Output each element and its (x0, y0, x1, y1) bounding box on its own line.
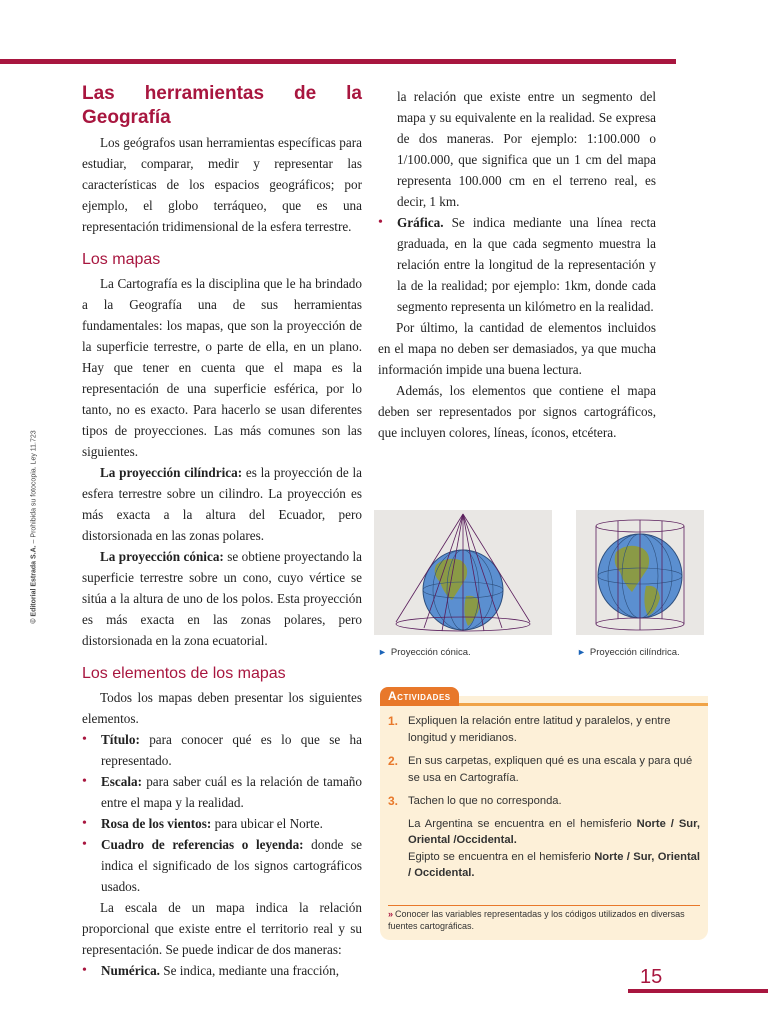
cylindrical-text: es la proyección de la esfera terrestre sobre un cilindro. La proyección es más exacta a la altura del Ecuador, pero distorsionada en las zonas polares. (82, 465, 362, 543)
activities-footnote-rule (388, 905, 700, 906)
conic-text: se obtiene proyectando la superficie terrestre sobre un cono, cuyo vértice se sitúa a la altura de uno de los polos. Esta proyección es más exacta en las zonas polares, pero distorsionada en la zona ecuatorial. (82, 549, 362, 648)
conic-paragraph (82, 546, 362, 651)
list-item: • Rosa de los vientos: para ubicar el Norte. (82, 813, 362, 834)
cylindrical-projection-figure (576, 510, 704, 635)
closing-paragraph-1: Por último, la cantidad de elementos incluidos en el mapa no deben ser demasiados, ya que mucha información impide una buena lectura. (378, 320, 656, 377)
caption-arrow-icon: ► (378, 647, 387, 657)
list-item: • Gráfica. Se indica mediante una línea recta graduada, en la que cada segmento muestra la relación entre la longitud de la representación y la de la realidad; por ejemplo: 1km, donde cada segmento representa un kilómetro en la realidad. (378, 212, 656, 317)
cartography-paragraph: La Cartografía es la disciplina que le ha brindado a la Geografía una de sus herramientas fundamentales: los mapas, que son la proyección de la superficie terrestre, o parte de ella, en un plano. Hay que tener en cuenta que el mapa es la representación de una superficie esférica, por lo tanto, no es exacto. Para hacerlo se usan diferentes tipos de proyecciones. Las más comunes son las siguientes. (82, 276, 362, 459)
scale-paragraph: La escala de un mapa indica la relación proporcional que existe entre el territorio real y su representación. Se puede indicar de dos maneras: (82, 900, 362, 957)
activities-footnote: » Conocer las variables representadas y los códigos utilizados en diversas fuentes cartográficas. (388, 909, 685, 931)
scale-list (82, 960, 362, 981)
bottom-rule (628, 989, 768, 993)
conic-caption: ► Proyección cónica. (378, 647, 471, 658)
list-item: • Título: para conocer qué es lo que se ha representado. (82, 729, 362, 771)
conic-projection-figure (374, 510, 552, 635)
list-item: • Cuadro de referencias o leyenda: donde se indica el significado de los signos cartográficos usados. (82, 834, 362, 897)
top-rule (0, 59, 676, 64)
left-column (82, 82, 362, 981)
activity-item: 2. En sus carpetas, expliquen qué es una escala y para qué se usa en Cartografía. (388, 754, 693, 784)
activities-list (388, 713, 700, 882)
copyright-notice (27, 412, 41, 642)
activities-title: Actividades (380, 687, 459, 706)
cylindrical-caption: ► Proyección cilíndrica. (577, 647, 680, 658)
heading-map-elements: Los elementos de los mapas (82, 665, 286, 682)
closing-paragraph-2: Además, los elementos que contiene el mapa deben ser representados por signos cartográficos, que incluyen colores, líneas, íconos, etcétera. (378, 383, 656, 440)
activity-item: 3. Tachen lo que no corresponda. (388, 794, 562, 808)
copyright-law: – Prohibida su fotocopia. Ley 11.723 (30, 430, 38, 546)
caption-arrow-icon: ► (577, 647, 586, 657)
list-item: • Escala: para saber cuál es la relación de tamaño entre el mapa y la realidad. (82, 771, 362, 813)
graphic-scale-list (378, 212, 656, 317)
heading-maps: Los mapas (82, 251, 161, 268)
publisher-credit: © Editorial Estrada S.A. (30, 545, 38, 624)
conic-term: La proyección cónica: (100, 549, 224, 564)
intro-paragraph: Los geógrafos usan herramientas específicas para estudiar, comparar, medir y representar las características de los espacios geográficos; por ejemplo, el globo terráqueo, que es una representación tridimensional de la esfera terrestre. (82, 135, 362, 234)
activity-3-options: La Argentina se encuentra en el hemisferio Norte / Sur, Oriental /Occidental. Egipto se encuentra en el hemisferio Norte / Sur, Oriental / Occidental. (408, 817, 701, 879)
page-number: 15 (640, 966, 663, 988)
cylindrical-paragraph (82, 462, 362, 546)
right-column (378, 86, 656, 443)
list-item: • Numérica. Se indica, mediante una fracción, (82, 960, 362, 981)
elements-intro: Todos los mapas deben presentar los siguientes elementos. (82, 690, 362, 726)
cylindrical-term: La proyección cilíndrica: (100, 465, 243, 480)
numeric-scale-continuation: la relación que existe entre un segmento del mapa y su equivalente en la realidad. Se expresa de dos maneras. Por ejemplo: 1:100.000 o 1/100.000, que significa que un 1 cm del mapa representa 100.000 cm en el terreno real, es decir, 1 km. (397, 89, 656, 209)
cylindrical-projection-illustration (576, 510, 704, 635)
chevron-right-icon: » (388, 909, 394, 919)
conic-projection-illustration (374, 510, 552, 635)
elements-list (82, 729, 362, 897)
section-title: Las herramientas de la Geografía (82, 83, 362, 128)
activity-item: 1. Expliquen la relación entre latitud y paralelos, y entre longitud y meridianos. (388, 714, 671, 744)
